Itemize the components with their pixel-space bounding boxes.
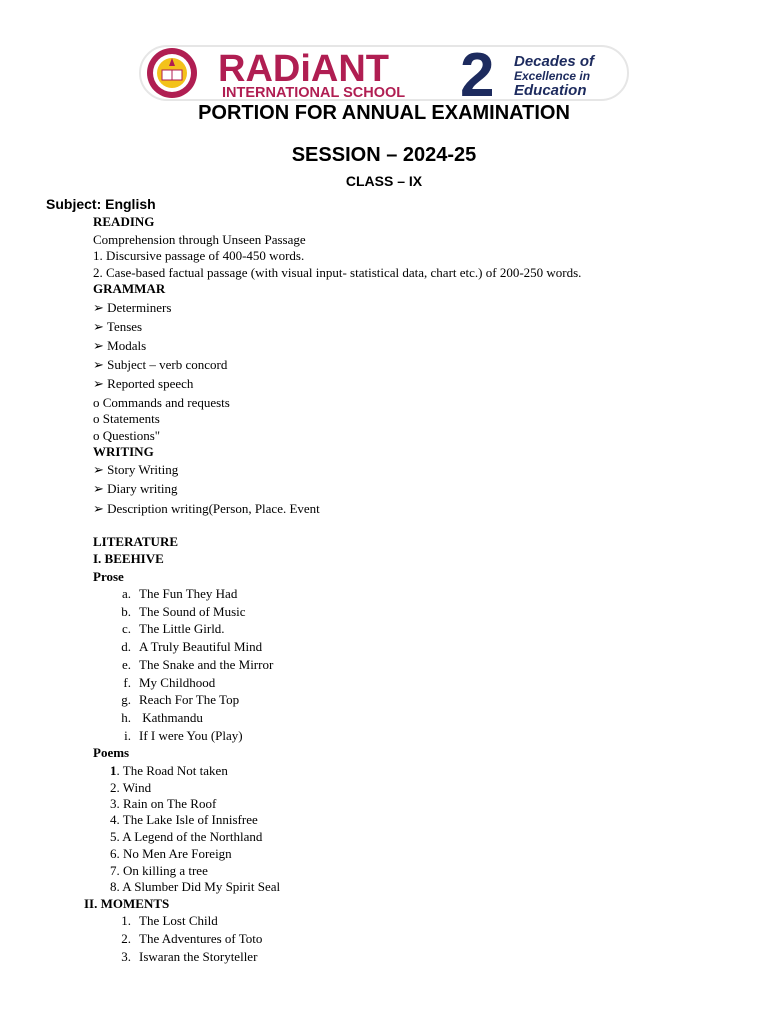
reading-line: 2. Case-based factual passage (with visual input- statistical data, chart etc.) of 200-250 words. (93, 265, 582, 280)
badge-number: 2 (460, 44, 495, 102)
poem-item: 2. Wind (110, 780, 152, 795)
prose-item: e. The Snake and the Mirror (121, 657, 274, 672)
poem-item: 6. No Men Are Foreign (110, 846, 232, 861)
logo-name: RADiANT (218, 48, 389, 90)
moments-heading: II. MOMENTS (84, 896, 170, 911)
grammar-subitem: o Commands and requests (93, 395, 230, 410)
literature-heading: LITERATURE (93, 534, 179, 549)
prose-item: h. Kathmandu (121, 710, 203, 725)
moments-item: 2. The Adventures of Toto (121, 931, 263, 946)
grammar-heading: GRAMMAR (93, 281, 166, 296)
grammar-item: ➢ Tenses (93, 319, 143, 334)
grammar-subitem: o Questions" (93, 428, 161, 443)
badge-line-1: Decades of (514, 53, 595, 70)
badge-line-2: Excellence in (514, 69, 591, 83)
poem-item: 1. The Road Not taken (110, 763, 228, 778)
poem-item: 8. A Slumber Did My Spirit Seal (110, 879, 281, 894)
school-emblem-icon (147, 48, 197, 98)
page-title: PORTION FOR ANNUAL EXAMINATION (198, 102, 570, 124)
reading-heading: READING (93, 214, 155, 229)
prose-item: i. If I were You (Play) (124, 728, 243, 743)
poem-item: 4. The Lake Isle of Innisfree (110, 812, 258, 827)
grammar-item: ➢ Modals (93, 338, 147, 353)
reading-line: Comprehension through Unseen Passage (93, 232, 306, 247)
prose-heading: Prose (93, 569, 124, 584)
school-logo (138, 44, 630, 102)
moments-item: 1. The Lost Child (121, 913, 218, 928)
prose-item: f. My Childhood (123, 675, 216, 690)
badge-line-3: Education (514, 82, 587, 99)
prose-item: g. Reach For The Top (121, 692, 240, 707)
writing-item: ➢ Description writing(Person, Place. Event (93, 501, 320, 516)
grammar-item: ➢ Subject – verb concord (93, 357, 228, 372)
moments-item: 3. Iswaran the Storyteller (121, 949, 258, 964)
prose-item: c. The Little Girld. (121, 621, 225, 636)
logo-subtitle: INTERNATIONAL SCHOOL (222, 85, 406, 101)
poem-item: 7. On killing a tree (110, 863, 208, 878)
poem-item: 5. A Legend of the Northland (110, 829, 263, 844)
session-title: SESSION – 2024-25 (291, 144, 477, 166)
writing-heading: WRITING (93, 444, 154, 459)
subject-label: Subject: English (46, 196, 156, 212)
grammar-item: ➢ Reported speech (93, 376, 194, 391)
prose-item: d. A Truly Beautiful Mind (121, 639, 263, 654)
beehive-heading: I. BEEHIVE (93, 551, 164, 566)
reading-line: 1. Discursive passage of 400-450 words. (93, 248, 305, 263)
grammar-item: ➢ Determiners (93, 300, 172, 315)
poem-item: 3. Rain on The Roof (110, 796, 217, 811)
writing-item: ➢ Story Writing (93, 462, 179, 477)
class-title: CLASS – IX (345, 173, 423, 189)
grammar-subitem: o Statements (93, 411, 160, 426)
writing-item: ➢ Diary writing (93, 481, 178, 496)
prose-item: b. The Sound of Music (121, 604, 246, 619)
prose-item: a. The Fun They Had (121, 586, 238, 601)
poems-heading: Poems (93, 745, 130, 760)
